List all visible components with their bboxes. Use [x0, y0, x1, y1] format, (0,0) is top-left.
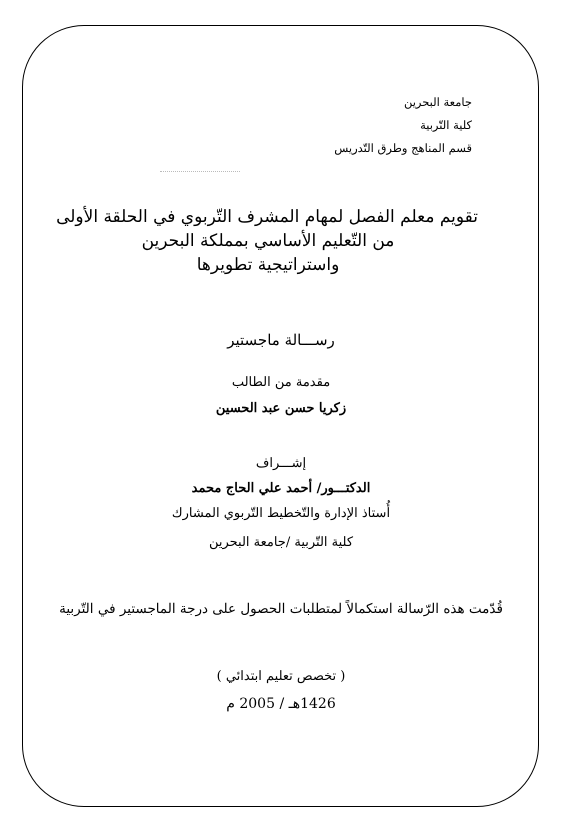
- submission-date: 1426هـ / 2005 م: [226, 696, 336, 712]
- supervisor-name: الدكتـــور/ أحمد علي الحاج محمد: [191, 481, 371, 496]
- thesis-type: رســـالة ماجستير: [227, 331, 335, 349]
- submitted-by-label: مقدمة من الطالب: [231, 375, 331, 390]
- department-name: قسم المناهج وطرق التّدريس: [334, 141, 472, 155]
- supervision-label: إشـــراف: [255, 456, 307, 471]
- thesis-title-line-2: من التّعليم الأساسي بمملكة البحرين: [141, 231, 395, 251]
- student-name: زكريا حسن عبد الحسين: [215, 401, 347, 416]
- submission-statement: قُدّمت هذه الرّسالة استكمالاً لمتطلبات الحصول على درجة الماجستير في التّربية: [59, 601, 503, 617]
- university-name: جامعة البحرين: [403, 95, 472, 109]
- thesis-title-line-1: تقويم معلم الفصل لمهام المشرف التّربوي في الحلقة الأولى: [56, 207, 478, 227]
- supervisor-affiliation: كلية التّربية /جامعة البحرين: [208, 535, 354, 550]
- thesis-title-line-3: واستراتيجية تطويرها: [196, 255, 340, 275]
- scan-dotted-mark: [160, 171, 240, 172]
- specialization: ( تخصص تعليم ابتدائي ): [216, 669, 346, 684]
- college-name: كلية التّربية: [420, 118, 472, 132]
- supervisor-position: أُستاذ الإدارة والتّخطيط التّربوي المشارك: [171, 506, 391, 521]
